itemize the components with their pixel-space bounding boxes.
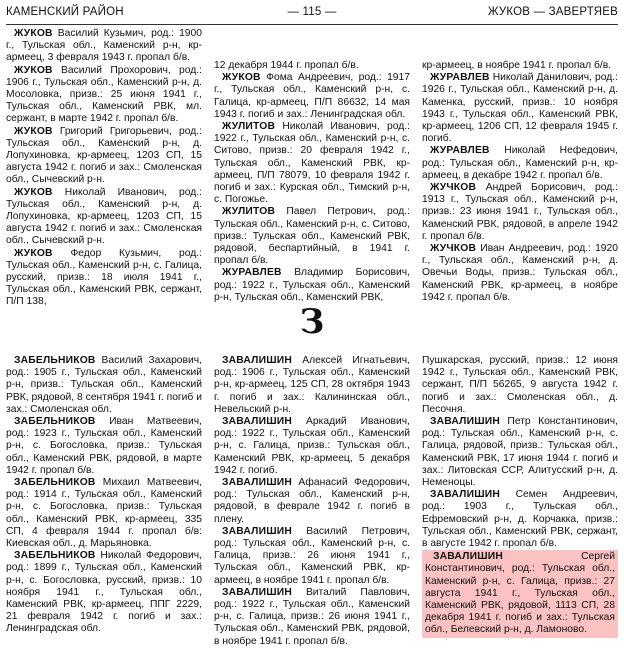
highlighted-entry: ЗАВАЛИШИН Сергей Константинович, род.: Тульская обл., Каменский р-н, с. Галица, призв.: 27 августа 1941 г., Тульская обл., Каменский РВК, рядовой, 1113 СП, 28 декабря 1941 г. погиб и зах.: Тульская обл., Белевский р-н, д. Ламоново. xyxy=(422,550,618,637)
entry: ЖУЛИТОВ Павел Петрович, род.: Тульская обл., Каменский р-н, с. Ситово, призв.: Тульская обл., Каменский РВК, рядовой, беспартийный, в 1941 г. пропал б/в. xyxy=(214,206,410,267)
entry: ЗАВАЛИШИН Аркадий Иванович, род.: 1922 г., Тульская обл., Каменский р-н, с. Галица, призв.: Тульская обл., Каменский РВК, кр-армеец, 5 декабря 1942 г. погиб. xyxy=(214,416,410,476)
entry: ЗАВАЛИШИН Василий Петрович, род.: Тульская обл., Каменский р-н, с. Галица, призв.: 26 июня 1941 г., Тульская обл., Каменский РВК, кр-армеец, в ноябре 1941 г. пропал б/в. xyxy=(214,525,410,586)
entry: ЖУКОВ Фома Андреевич, род.: 1917 г., Тульская обл., Каменский р-н, с. Галица, кр-армеец, П/П 86632, 14 мая 1943 г. погиб и зах.: Ленинградская обл. xyxy=(214,72,410,120)
entry: Пушкарская, русский, призв.: 12 июня 1942 г., Тульская обл., Каменский РВК, сержант, П/П 56265, 9 августа 1942 г. погиб и зах.: Смоленская обл., д. Песочня. xyxy=(422,355,618,415)
entry: ЗАВАЛИШИН Семен Андреевич, род.: 1903 г., Тульская обл., Ефремовский р-н, д. Корчакка, призв.: Тульская обл., Каменский РВК, сержант, в августе 1942 г. пропал б/в. xyxy=(422,489,618,550)
header-district: КАМЕНСКИЙ РАЙОН xyxy=(6,6,124,18)
entry: 12 декабря 1944 г. пропал б/в. xyxy=(214,60,359,71)
entry: ЗАВАЛИШИН Виталий Павлович, род.: 1922 г., Тульская обл., Каменский р-н, с. Галица, призв.: 26 июня 1941 г., Тульская обл., Каменский РВК, рядовой, в ноябре 1941 г. пропал б/в. xyxy=(214,586,410,647)
column-top-2 xyxy=(214,60,410,304)
header-name-range: ЖУКОВ — ЗАВЕРТЯЕВ xyxy=(487,6,618,18)
column-bottom-2 xyxy=(214,355,410,648)
entry: ЗАБЕЛЬНИКОВ Михаил Матвеевич, род.: 1914 г., Тульская обл., Каменский р-н, с. Богословка, призв.: Тульская обл., Каменский РВК, кр-армеец, 335 СП, 4 февраля 1944 г. пропал б/в: Киевская обл., д. Марьяновка. xyxy=(6,477,202,550)
column-bottom-3 xyxy=(422,355,618,638)
entry: ЗАВАЛИШИН Афанасий Федорович, род.: Тульская обл., Каменский р-н, рядовой, в феврале 1942 г. погиб в плену. xyxy=(214,477,410,525)
entry: ЖУРАВЛЕВ Николай Данилович, род.: 1926 г., Тульская обл., Каменский р-н, д. Каменка, русский, призв.: 10 ноября 1943 г., Тульская обл., Каменский РВК, кр-армеец, 1206 СП, 12 февраля 1945 г. погиб. xyxy=(422,72,618,145)
column-top-3 xyxy=(422,60,618,304)
entry: ЖУКОВ Федор Кузьмич, род.: Тульская обл., Каменский р-н, с. Галица, русский, призв.: 18 июля 1941 г., Тульская обл., Каменский РВК, сержант, П/П 138, xyxy=(6,247,202,308)
entry: ЗАБЕЛЬНИКОВ Николай Федорович, род.: 1899 г., Тульская обл., Каменский р-н, с. Богословка, русский, призв.: 10 ноября 1941 г., Тульская обл., Каменский РВК, кр-армеец, ППГ 2229, 21 февраля 1942 г. погиб и зах.: Ленинградская обл. xyxy=(6,550,202,635)
entry: ЗАВАЛИШИН Петр Константинович, род.: Тульская обл., Каменский р-н, с. Галица, рядовой, призв.: Тульская обл., Каменский РВК, 17 июня 1944 г. погиб и зах.: Литовская ССР, Алитусский р-н, д. Неменоцы. xyxy=(422,416,618,489)
entry: кр-армеец, в ноябре 1941 г. пропал б/в. xyxy=(422,60,612,71)
entry: ЖУЧКОВ Андрей Борисович, род.: 1913 г., Тульская обл., Каменский р-н, призв.: 23 июня 1941 г., Тульская обл., Каменский РВК, рядовой, в апреле 1942 г. пропал б/в. xyxy=(422,182,618,242)
entry: ЖУЛИТОВ Николай Иванович, род.: 1922 г., Тульская обл., Каменский р-н, с. Ситово, призв.: 20 февраля 1942 г., Тульская обл., Каменский РВК, кр-армеец, П/П 78079, 10 февраля 1942 г. погиб и зах.: Курская обл., Тимский р-н, с. Погожье. xyxy=(214,121,410,206)
section-letter: З xyxy=(299,302,325,342)
entry: ЗАВАЛИШИН Алексей Игнатьевич, род.: 1906 г., Тульская обл., Каменский р-н, кр-армеец, 125 СП, 28 октября 1943 г. погиб и зах.: Калининская обл., Невельский р-н. xyxy=(214,355,410,415)
entry: ЖУКОВ Григорий Григорьевич, род.: Тульская обл., Каменский р-н, д. Лопухиновка, кр-армеец, 1203 СП, 15 августа 1942 г. погиб и зах.: Смоленская обл., Сычевский р-н. xyxy=(6,125,202,186)
header-rule xyxy=(6,24,618,25)
entry: ЗАБЕЛЬНИКОВ Василий Захарович, род.: 1905 г., Тульская обл., Каменский р-н, призв.: Тульская обл., Каменский РВК, рядовой, 8 сентября 1941 г. погиб и зах.: Смоленская обл. xyxy=(6,355,202,415)
entry: ЖУРАВЛЕВ Владимир Борисович, род.: 1922 г., Тульская обл., Каменский р-н, Тульская обл., Каменский РВК, xyxy=(214,267,410,303)
page-header xyxy=(6,6,618,24)
entry: ЖУКОВ Василий Кузьмич, род.: 1900 г., Тульская обл., Каменский р-н, кр-армеец, 3 февраля 1943 г. пропал б/в. xyxy=(6,28,202,64)
column-bottom-1 xyxy=(6,355,202,636)
header-page-number: — 115 — xyxy=(287,6,337,18)
column-top-1 xyxy=(6,28,202,309)
entry: ЖУРАВЛЕВ Николай Нефедович, род.: Тульская обл., Каменский р-н, кр-армеец, в декабре 1942 г. пропал б/в. xyxy=(422,145,618,181)
entry: ЖУКОВ Василий Прохорович, род.: 1906 г., Тульская обл., Каменский р-н, д. Мосоловка, призв.: 25 июня 1941 г., Тульская обл., Каменский РВК, мл. сержант, в марте 1942 г. пропал б/в. xyxy=(6,64,202,125)
entry: ЗАБЕЛЬНИКОВ Иван Матвеевич, род.: 1923 г., Тульская обл., Каменский р-н, с. Богословка, призв.: Тульская обл., Каменский РВК, рядовой, в марте 1942 г. пропал б/в. xyxy=(6,416,202,476)
entry: ЖУЧКОВ Иван Андреевич, род.: 1920 г., Тульская обл., Каменский р-н, д. Овечьи Воды, призв.: Тульская обл., Каменский РВК, кр-армеец, в ноябре 1942 г. пропал б/в. xyxy=(422,243,618,303)
entry: ЖУКОВ Николай Иванович, род.: Тульская обл., Каменский р-н, д. Лопухиновка, кр-армеец, 1203 СП, 15 августа 1942 г. погиб и зах.: Смоленская обл., Сычевский р-н. xyxy=(6,186,202,247)
